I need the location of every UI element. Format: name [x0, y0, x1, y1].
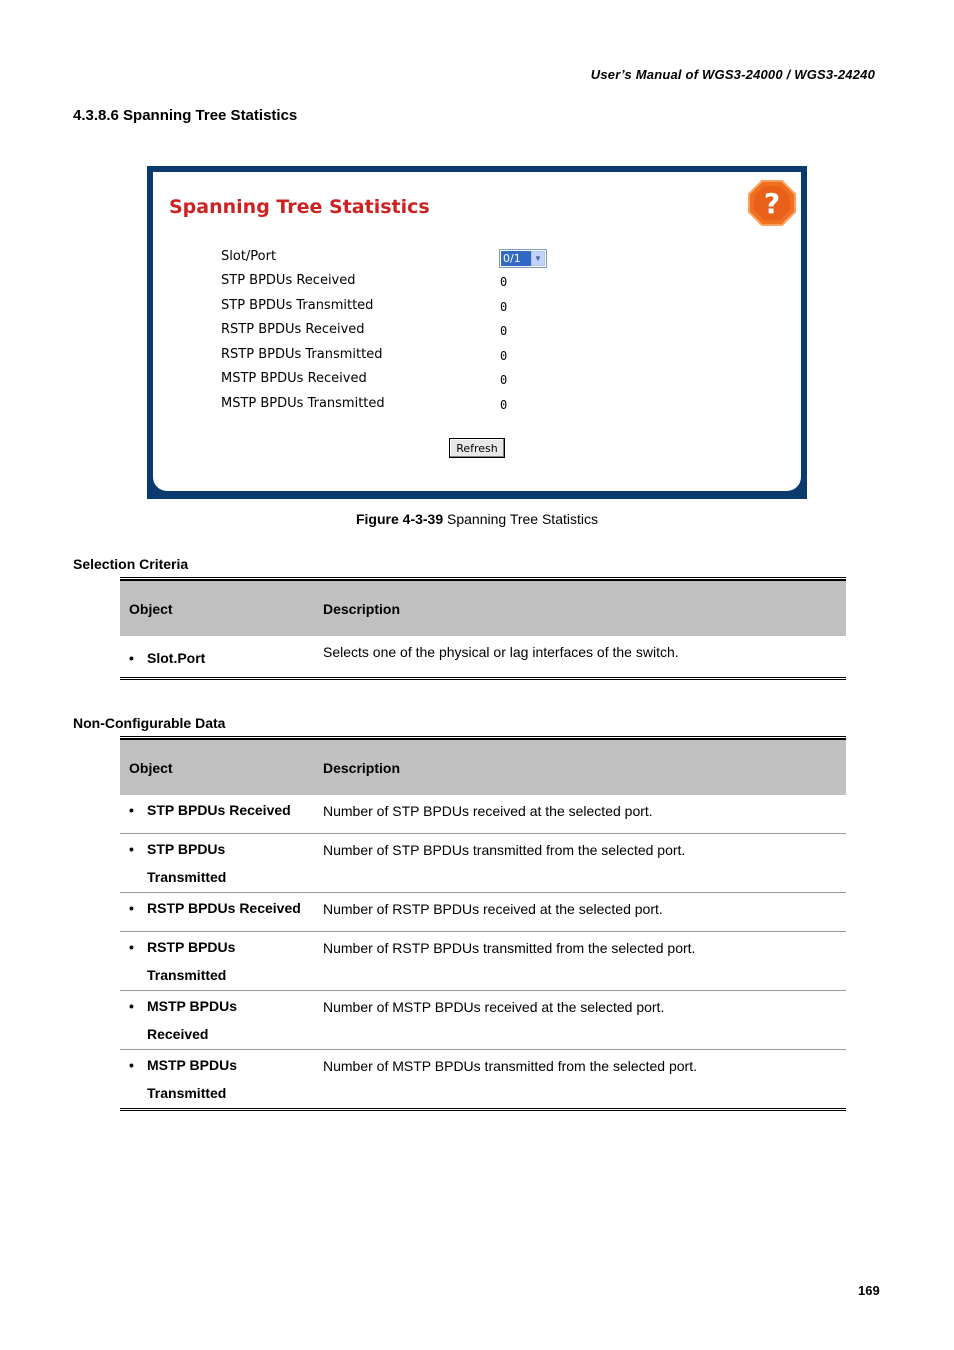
col-description: Description — [323, 601, 401, 617]
row-description: Number of STP BPDUs transmitted from the selected port. — [323, 842, 686, 858]
bullet-icon: • — [129, 1057, 134, 1073]
chevron-down-icon[interactable]: ▼ — [531, 251, 545, 266]
table-header — [120, 739, 846, 795]
table-row — [120, 1050, 846, 1108]
mstp-transmitted-value: 0 — [500, 398, 508, 412]
rstp-transmitted-value: 0 — [500, 349, 508, 363]
stp-received-value: 0 — [500, 275, 508, 289]
refresh-button[interactable]: Refresh — [449, 438, 505, 458]
row-object: • MSTP BPDUs Received — [129, 992, 279, 1048]
rstp-received-label: RSTP BPDUs Received — [221, 322, 365, 337]
rstp-transmitted-label: RSTP BPDUs Transmitted — [221, 347, 383, 362]
caption-label: Figure 4-3-39 — [355, 511, 444, 527]
col-description: Description — [323, 760, 401, 776]
figure-caption — [0, 511, 954, 527]
row-object: • STP BPDUs Transmitted — [129, 835, 279, 891]
table-row — [120, 893, 846, 932]
selection-criteria-table — [120, 577, 846, 680]
caption-text: Spanning Tree Statistics — [443, 511, 598, 527]
table-row — [120, 636, 846, 677]
row-object: • MSTP BPDUs Transmitted — [129, 1051, 279, 1107]
row-description: Number of MSTP BPDUs transmitted from the selected port. — [323, 1058, 697, 1074]
row-object: • Slot.Port — [129, 644, 319, 672]
bullet-icon: • — [129, 841, 134, 857]
mstp-transmitted-label: MSTP BPDUs Transmitted — [221, 396, 385, 411]
stp-transmitted-value: 0 — [500, 300, 508, 314]
row-description: Selects one of the physical or lag interfaces of the switch. — [323, 644, 679, 660]
panel-title: Spanning Tree Statistics — [169, 196, 430, 218]
mstp-received-value: 0 — [500, 373, 508, 387]
non-configurable-heading: Non-Configurable Data — [73, 715, 226, 731]
row-description: Number of MSTP BPDUs received at the selected port. — [323, 999, 665, 1015]
question-mark-icon[interactable] — [747, 178, 797, 228]
row-description: Number of RSTP BPDUs received at the selected port. — [323, 901, 663, 917]
table-row — [120, 834, 846, 893]
section-title: 4.3.8.6 Spanning Tree Statistics — [73, 107, 298, 124]
slot-port-selected-value: 0/1 — [501, 251, 532, 266]
table-row — [120, 932, 846, 991]
stp-transmitted-label: STP BPDUs Transmitted — [221, 298, 374, 313]
bullet-icon: • — [129, 900, 134, 916]
page-number: 169 — [858, 1283, 880, 1298]
slot-port-select[interactable] — [499, 249, 547, 268]
panel-body — [153, 172, 801, 491]
selection-criteria-heading: Selection Criteria — [73, 556, 189, 572]
col-object: Object — [129, 760, 173, 776]
bullet-icon: • — [129, 650, 134, 666]
page-header: User’s Manual of WGS3-24000 / WGS3-24240 — [590, 67, 875, 82]
row-object: • RSTP BPDUs Received — [129, 894, 319, 922]
row-description: Number of RSTP BPDUs transmitted from the selected port. — [323, 940, 696, 956]
col-object: Object — [129, 601, 173, 617]
table-row — [120, 991, 846, 1050]
row-object: • RSTP BPDUs Transmitted — [129, 933, 279, 989]
row-description: Number of STP BPDUs received at the selected port. — [323, 803, 653, 819]
slot-port-label: Slot/Port — [221, 249, 277, 264]
bullet-icon: • — [129, 802, 134, 818]
bullet-icon: • — [129, 939, 134, 955]
bullet-icon: • — [129, 998, 134, 1014]
spanning-tree-panel — [147, 166, 807, 499]
rstp-received-value: 0 — [500, 324, 508, 338]
mstp-received-label: MSTP BPDUs Received — [221, 371, 367, 386]
table-header — [120, 580, 846, 636]
table-row — [120, 795, 846, 834]
stp-received-label: STP BPDUs Received — [221, 273, 356, 288]
non-configurable-table — [120, 736, 846, 1111]
svg-text:?: ? — [763, 187, 781, 220]
row-object: • STP BPDUs Received — [129, 796, 319, 824]
